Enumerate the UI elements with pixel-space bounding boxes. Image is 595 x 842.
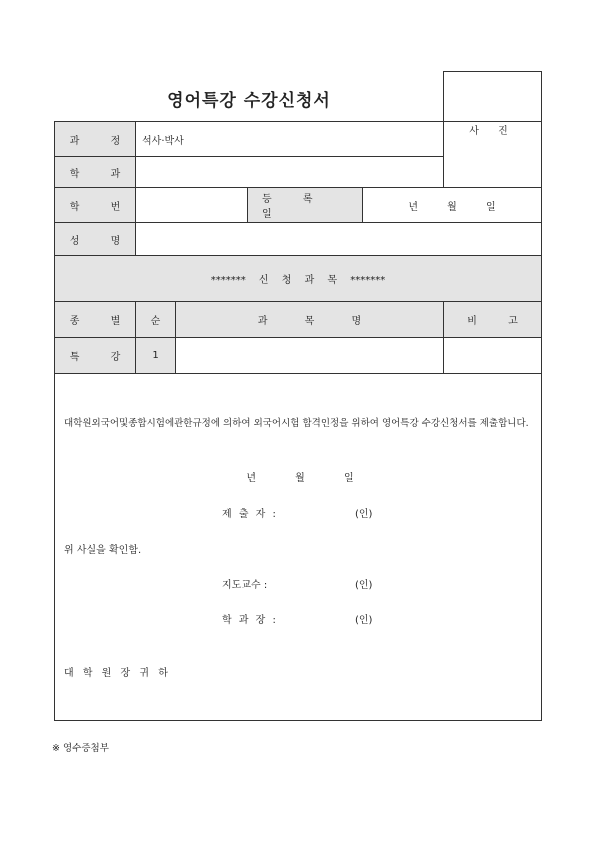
dept-head-seal: (인) [355, 615, 373, 626]
footnote: ※ 영수증첨부 [52, 743, 109, 754]
section-header: ******* 신 청 과 목 ******* [54, 255, 542, 302]
header-seq: 순 [135, 301, 176, 338]
addressee: 대 학 원 장 귀 하 [64, 668, 168, 679]
name-field[interactable] [135, 222, 542, 256]
course-value: 석사·박사 [142, 135, 184, 147]
advisor-label: 지도교수 : [222, 580, 268, 591]
student-id-label: 학 번 [54, 187, 136, 223]
student-id-field[interactable] [135, 187, 248, 223]
header-type: 종 별 [54, 301, 136, 338]
submitter-label: 제 출 자 : [222, 509, 278, 520]
course-label: 과 정 [54, 121, 136, 157]
table-row-seq: 1 [135, 337, 176, 374]
table-row-note-field[interactable] [443, 337, 542, 374]
advisor-seal: (인) [355, 580, 373, 591]
dept-head-name-field[interactable] [278, 606, 352, 626]
header-subject: 과 목 명 [175, 301, 444, 338]
course-field[interactable] [135, 121, 444, 157]
statement-text: 대학원외국어및종합시험에관한규정에 의하여 외국어시험 합격인정을 위하여 영어특강 수강신청서를 제출합니다. [64, 418, 529, 429]
table-row-subject-field[interactable] [175, 337, 444, 374]
reg-date-label: 등 록 일 [247, 187, 363, 223]
photo-label: 사 진 [469, 126, 516, 137]
submitter-seal: (인) [355, 509, 373, 520]
submitter-name-field[interactable] [278, 500, 352, 520]
form-title: 영어특강 수강신청서 [167, 90, 331, 111]
table-row-type: 특 강 [54, 337, 136, 374]
reg-date-value: 년 월 일 [408, 201, 496, 213]
name-label: 성 명 [54, 222, 136, 256]
confirm-text: 위 사실을 확인함. [64, 545, 142, 556]
reg-date-field[interactable] [362, 187, 542, 223]
header-note: 비 고 [443, 301, 542, 338]
advisor-name-field[interactable] [278, 571, 352, 591]
dept-head-label: 학 과 장 : [222, 615, 278, 626]
dept-field[interactable] [135, 156, 444, 188]
date-line: 년 월 일 [246, 472, 354, 484]
dept-label: 학 과 [54, 156, 136, 188]
